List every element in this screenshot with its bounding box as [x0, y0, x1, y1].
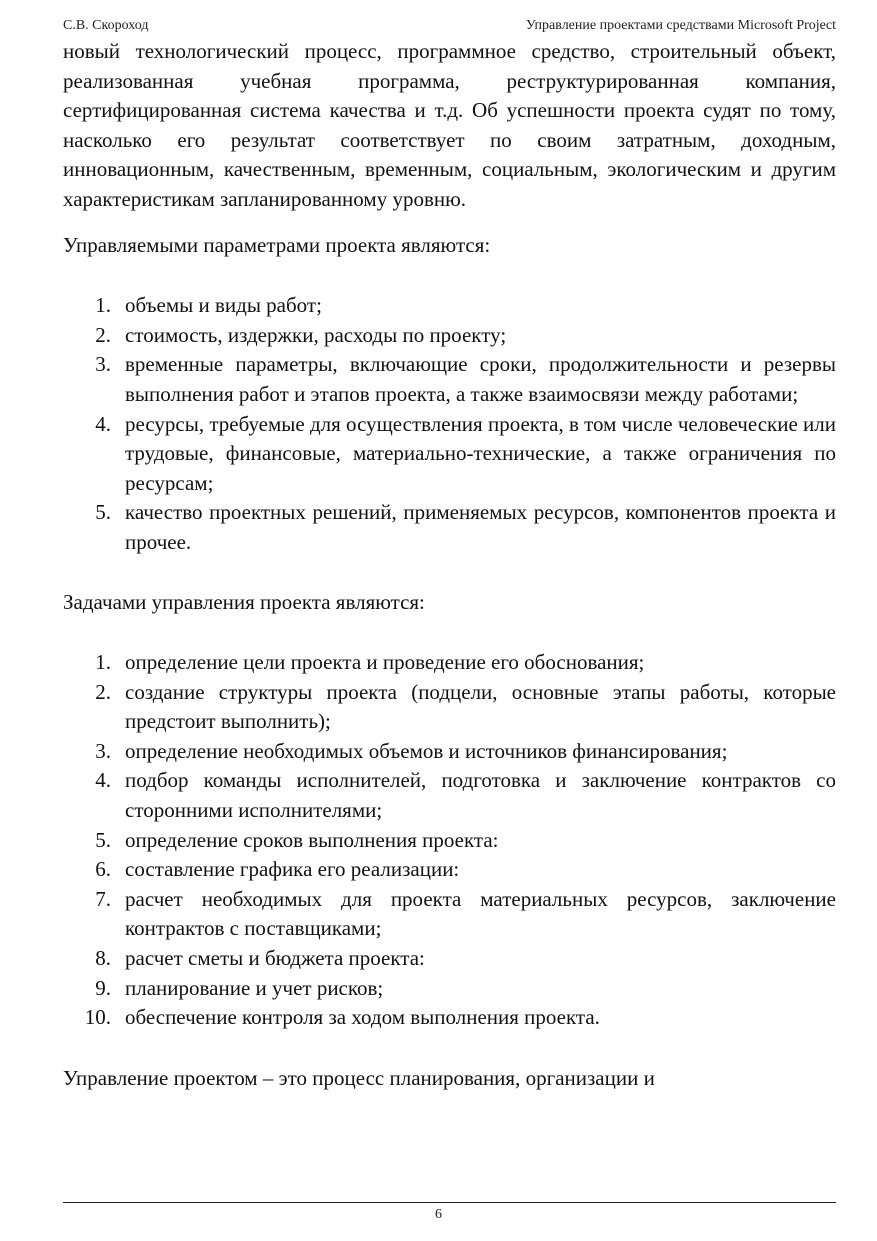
list-item [63, 944, 836, 974]
tasks-heading: Задачами управления проекта являются: [63, 589, 425, 614]
list-item [63, 350, 836, 409]
list-item-number: 5. [95, 827, 111, 852]
list-item-number: 8. [95, 946, 111, 971]
list-item [63, 410, 836, 499]
page-content [63, 37, 836, 1093]
list-item-number: 7. [95, 886, 111, 911]
list-item-number: 6. [95, 857, 111, 882]
params-list [63, 291, 836, 557]
list-item-text: составление графика его реализации: [125, 857, 460, 882]
list-item [63, 885, 836, 944]
list-item-number: 5. [95, 500, 111, 525]
params-heading: Управляемыми параметрами проекта являются: [63, 232, 491, 257]
list-item-text: расчет сметы и бюджета проекта: [125, 946, 425, 971]
list-item-text: качество проектных решений, применяемых ресурсов, компонентов проекта и прочее. [125, 500, 836, 554]
last-paragraph: Управление проектом – это процесс планирования, организации и [63, 1065, 655, 1090]
list-item-number: 2. [95, 679, 111, 704]
list-item-text: планирование и учет рисков; [125, 975, 384, 1000]
list-item [63, 737, 836, 767]
list-item-text: подбор команды исполнителей, подготовка и заключение контрактов со сторонними исполнителями; [125, 768, 836, 823]
list-item-number: 2. [95, 322, 111, 347]
list-item-text: определение сроков выполнения проекта: [125, 827, 499, 852]
running-header [63, 17, 836, 35]
list-item [63, 291, 836, 321]
header-title: Управление проектами средствами Microsoft Project [525, 18, 836, 33]
list-item [63, 678, 836, 737]
list-item [63, 826, 836, 856]
tasks-list [63, 648, 836, 1033]
list-item-text: создание структуры проекта (подцели, основные этапы работы, которые предстоит выполнить); [125, 679, 836, 734]
intro-paragraph: новый технологический процесс, программное средство, строительный объект, реализованная учебная программа, реструктурированная компания, сертифицированная система качества и т.д. Об успешности проекта судят по тому, насколько его результат соответствует по своим затратным, доходным, инновационным, качественным, временным, социальным, экологическим и другим характеристикам запланированному уровню. [63, 39, 836, 211]
list-item [63, 1003, 836, 1033]
list-item-text: определение необходимых объемов и источников финансирования; [125, 738, 728, 763]
list-item-number: 1. [95, 650, 111, 675]
list-item [63, 766, 836, 825]
list-item-number: 4. [95, 768, 111, 793]
list-item-text: определение цели проекта и проведение его обоснования; [125, 650, 645, 675]
list-item-text: обеспечение контроля за ходом выполнения проекта. [125, 1005, 600, 1030]
list-item-text: стоимость, издержки, расходы по проекту; [125, 322, 507, 347]
list-item-text: временные параметры, включающие сроки, продолжительности и резервы выполнения работ и этапов проекта, а также взаимосвязи между работами; [125, 352, 836, 406]
list-item [63, 974, 836, 1004]
list-item-number: 4. [95, 411, 111, 436]
list-item [63, 648, 836, 678]
page-number: 6 [435, 1207, 442, 1222]
list-item-text: расчет необходимых для проекта материальных ресурсов, заключение контрактов с поставщиками; [125, 886, 836, 941]
list-item-number: 3. [95, 352, 111, 377]
list-item-text: объемы и виды работ; [125, 293, 322, 318]
list-item-number: 1. [95, 293, 111, 318]
header-author: С.В. Скороход [63, 18, 149, 33]
list-item [63, 321, 836, 351]
list-item-number: 10. [84, 1005, 111, 1030]
list-item-text: ресурсы, требуемые для осуществления проекта, в том числе человеческие или трудовые, финансовые, материально-технические, а также ограничения по ресурсам; [125, 411, 836, 495]
list-item-number: 3. [95, 738, 111, 763]
footer-divider [63, 1202, 836, 1203]
list-item [63, 855, 836, 885]
list-item [63, 498, 836, 557]
list-item-number: 9. [95, 975, 111, 1000]
